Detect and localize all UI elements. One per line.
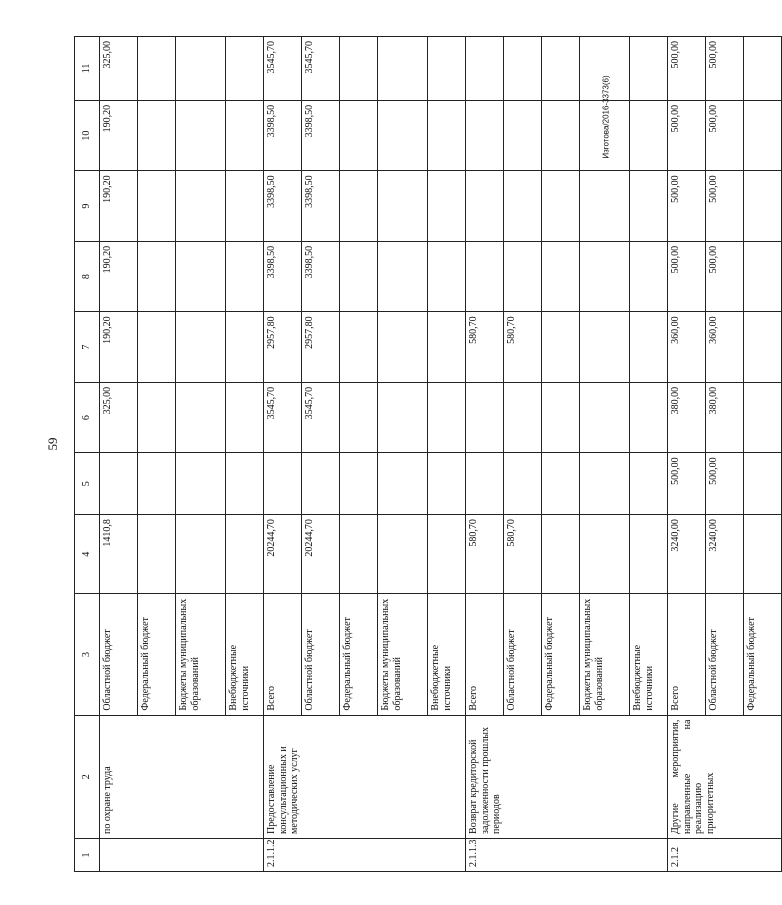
amount-cell: 500,00 <box>668 37 706 101</box>
amount-cell <box>378 382 428 453</box>
amount-cell <box>580 312 630 383</box>
amount-cell: 380,00 <box>668 382 706 453</box>
header-cell: 8 <box>75 241 100 312</box>
amount-cell <box>630 241 668 312</box>
funding-source-cell: Внебюджетные источники <box>428 594 466 715</box>
amount-cell <box>226 37 264 101</box>
amount-cell <box>378 241 428 312</box>
amount-cell <box>176 100 226 171</box>
amount-cell <box>378 171 428 242</box>
page-number: 59 <box>45 437 60 451</box>
amount-cell <box>226 382 264 453</box>
amount-cell <box>100 453 138 515</box>
amount-cell <box>744 37 782 101</box>
amount-cell: 325,00 <box>100 37 138 101</box>
header-cell: 3 <box>75 594 100 715</box>
amount-cell: 500,00 <box>706 453 744 515</box>
amount-cell: 500,00 <box>706 37 744 101</box>
amount-cell <box>580 171 630 242</box>
amount-cell: 500,00 <box>668 171 706 242</box>
amount-cell: 580,70 <box>504 515 542 594</box>
amount-cell <box>378 515 428 594</box>
amount-cell: 2957,80 <box>264 312 302 383</box>
amount-cell <box>176 241 226 312</box>
amount-cell <box>504 241 542 312</box>
amount-cell: 3545,70 <box>264 37 302 101</box>
amount-cell <box>264 453 302 515</box>
amount-cell <box>302 453 340 515</box>
amount-cell <box>340 515 378 594</box>
amount-cell <box>226 515 264 594</box>
amount-cell <box>378 453 428 515</box>
amount-cell <box>630 453 668 515</box>
amount-cell: 190,20 <box>100 241 138 312</box>
amount-cell: 3545,70 <box>302 382 340 453</box>
amount-cell <box>580 100 630 171</box>
amount-cell <box>340 37 378 101</box>
amount-cell <box>428 241 466 312</box>
amount-cell <box>138 241 176 312</box>
amount-cell <box>542 312 580 383</box>
amount-cell <box>744 515 782 594</box>
table-row <box>264 37 302 872</box>
amount-cell <box>226 453 264 515</box>
amount-cell <box>428 453 466 515</box>
item-name-cell: Возврат кредиторской задолженности прошлых периодов <box>466 715 668 838</box>
amount-cell: 500,00 <box>668 453 706 515</box>
amount-cell <box>542 241 580 312</box>
header-cell: 5 <box>75 453 100 515</box>
amount-cell: 2957,80 <box>302 312 340 383</box>
amount-cell: 20244,70 <box>264 515 302 594</box>
amount-cell: 360,00 <box>706 312 744 383</box>
amount-cell <box>630 312 668 383</box>
item-code-cell: 2.1.1.2 <box>264 838 466 871</box>
amount-cell: 360,00 <box>668 312 706 383</box>
amount-cell <box>226 171 264 242</box>
amount-cell: 325,00 <box>100 382 138 453</box>
amount-cell: 580,70 <box>466 515 504 594</box>
amount-cell: 3545,70 <box>264 382 302 453</box>
amount-cell <box>466 453 504 515</box>
amount-cell <box>504 37 542 101</box>
amount-cell <box>504 382 542 453</box>
amount-cell: 190,20 <box>100 312 138 383</box>
item-name-cell: Предоставление консультационных и методических услуг <box>264 715 466 838</box>
funding-source-cell: Областной бюджет <box>706 594 744 715</box>
amount-cell <box>138 312 176 383</box>
amount-cell <box>542 453 580 515</box>
funding-source-cell: Внебюджетные источники <box>630 594 668 715</box>
amount-cell <box>176 515 226 594</box>
amount-cell <box>466 171 504 242</box>
header-row <box>75 37 100 872</box>
document-code: Изготова/2016-3373(6) <box>601 75 611 159</box>
amount-cell <box>542 382 580 453</box>
amount-cell <box>466 37 504 101</box>
amount-cell <box>542 37 580 101</box>
amount-cell <box>428 100 466 171</box>
amount-cell: 3398,50 <box>302 100 340 171</box>
amount-cell <box>138 171 176 242</box>
amount-cell <box>340 382 378 453</box>
amount-cell <box>138 100 176 171</box>
item-code-cell <box>100 838 264 871</box>
item-code-cell: 2.1.1.3 <box>466 838 668 871</box>
amount-cell <box>542 515 580 594</box>
funding-source-cell: Областной бюджет <box>302 594 340 715</box>
funding-source-cell: Всего <box>668 594 706 715</box>
amount-cell: 3398,50 <box>264 241 302 312</box>
amount-cell <box>226 312 264 383</box>
table-row <box>668 37 706 872</box>
header-cell: 2 <box>75 715 100 838</box>
amount-cell: 580,70 <box>466 312 504 383</box>
header-cell: 9 <box>75 171 100 242</box>
amount-cell <box>176 453 226 515</box>
amount-cell <box>226 100 264 171</box>
amount-cell <box>340 241 378 312</box>
amount-cell: 3398,50 <box>302 241 340 312</box>
header-cell: 1 <box>75 838 100 871</box>
amount-cell <box>744 453 782 515</box>
amount-cell <box>630 515 668 594</box>
amount-cell <box>340 453 378 515</box>
header-cell: 10 <box>75 100 100 171</box>
amount-cell <box>744 312 782 383</box>
amount-cell <box>630 100 668 171</box>
amount-cell <box>428 37 466 101</box>
amount-cell <box>138 453 176 515</box>
funding-source-cell: Областной бюджет <box>504 594 542 715</box>
header-cell: 4 <box>75 515 100 594</box>
amount-cell <box>176 37 226 101</box>
item-name-cell: Другие мероприятия, направленные на реализацию приоритетных <box>668 715 782 838</box>
amount-cell <box>744 382 782 453</box>
amount-cell <box>504 100 542 171</box>
table-body <box>100 37 782 872</box>
amount-cell: 3398,50 <box>302 171 340 242</box>
amount-cell: 3545,70 <box>302 37 340 101</box>
funding-source-cell: Всего <box>264 594 302 715</box>
amount-cell <box>138 515 176 594</box>
amount-cell: 380,00 <box>706 382 744 453</box>
amount-cell <box>340 100 378 171</box>
amount-cell <box>340 171 378 242</box>
amount-cell <box>630 382 668 453</box>
amount-cell <box>744 171 782 242</box>
funding-source-cell: Федеральный бюджет <box>744 594 782 715</box>
amount-cell <box>226 241 264 312</box>
amount-cell <box>176 382 226 453</box>
amount-cell <box>428 382 466 453</box>
amount-cell: 500,00 <box>668 241 706 312</box>
amount-cell <box>428 171 466 242</box>
amount-cell <box>630 171 668 242</box>
amount-cell <box>138 382 176 453</box>
funding-source-cell: Бюджеты муниципальных образований <box>176 594 226 715</box>
amount-cell <box>542 100 580 171</box>
amount-cell <box>504 171 542 242</box>
amount-cell: 3398,50 <box>264 171 302 242</box>
amount-cell <box>378 37 428 101</box>
amount-cell <box>176 312 226 383</box>
amount-cell <box>340 312 378 383</box>
amount-cell <box>504 453 542 515</box>
header-cell: 11 <box>75 37 100 101</box>
amount-cell: 500,00 <box>706 171 744 242</box>
table-row <box>100 37 138 872</box>
amount-cell <box>630 37 668 101</box>
funding-source-cell: Федеральный бюджет <box>542 594 580 715</box>
amount-cell: 500,00 <box>706 241 744 312</box>
amount-cell <box>378 100 428 171</box>
amount-cell <box>428 312 466 383</box>
amount-cell <box>428 515 466 594</box>
amount-cell <box>580 453 630 515</box>
amount-cell: 1410,8 <box>100 515 138 594</box>
amount-cell <box>176 171 226 242</box>
funding-source-cell: Всего <box>466 594 504 715</box>
funding-source-cell: Областной бюджет <box>100 594 138 715</box>
table-row <box>466 37 504 872</box>
amount-cell <box>466 241 504 312</box>
item-name-cell: по охране труда <box>100 715 264 838</box>
amount-cell <box>580 515 630 594</box>
budget-table <box>74 36 782 872</box>
amount-cell <box>580 382 630 453</box>
amount-cell <box>466 382 504 453</box>
amount-cell <box>378 312 428 383</box>
amount-cell: 500,00 <box>668 100 706 171</box>
amount-cell: 580,70 <box>504 312 542 383</box>
amount-cell: 3398,50 <box>264 100 302 171</box>
amount-cell <box>466 100 504 171</box>
amount-cell: 190,20 <box>100 171 138 242</box>
amount-cell: 3240,00 <box>706 515 744 594</box>
amount-cell <box>580 37 630 101</box>
funding-source-cell: Бюджеты муниципальных образований <box>580 594 630 715</box>
header-cell: 7 <box>75 312 100 383</box>
amount-cell: 20244,70 <box>302 515 340 594</box>
funding-source-cell: Бюджеты муниципальных образований <box>378 594 428 715</box>
funding-source-cell: Внебюджетные источники <box>226 594 264 715</box>
item-code-cell: 2.1.2 <box>668 838 782 871</box>
amount-cell <box>744 241 782 312</box>
amount-cell <box>138 37 176 101</box>
amount-cell: 190,20 <box>100 100 138 171</box>
amount-cell <box>744 100 782 171</box>
amount-cell <box>580 241 630 312</box>
funding-source-cell: Федеральный бюджет <box>138 594 176 715</box>
amount-cell: 3240,00 <box>668 515 706 594</box>
amount-cell: 500,00 <box>706 100 744 171</box>
funding-source-cell: Федеральный бюджет <box>340 594 378 715</box>
amount-cell <box>542 171 580 242</box>
header-cell: 6 <box>75 382 100 453</box>
